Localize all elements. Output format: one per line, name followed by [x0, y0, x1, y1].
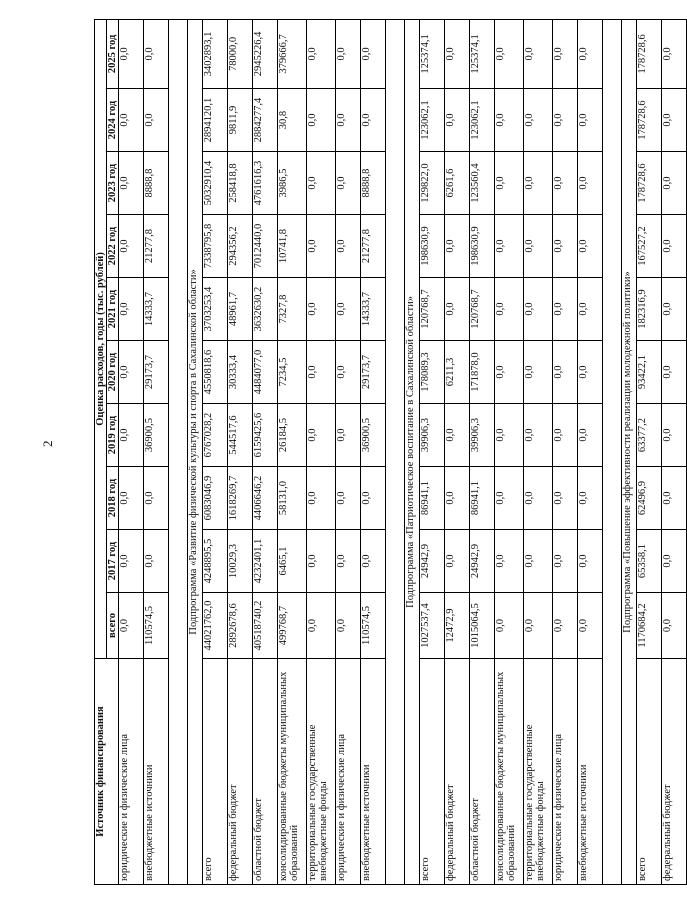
table-row — [278, 19, 307, 884]
year-header: 2025 год — [107, 19, 119, 88]
value-cell: 0,0 — [495, 89, 524, 152]
value-cell: 0,0 — [336, 467, 361, 530]
value-cell: 78000,0 — [228, 19, 253, 88]
source-header: Источник финансирования — [95, 659, 119, 885]
value-cell: 0,0 — [495, 278, 524, 341]
subprogram-row — [622, 19, 637, 884]
value-cell: 0,0 — [307, 215, 336, 278]
value-cell: 86941,1 — [420, 467, 445, 530]
table-row — [578, 19, 603, 884]
value-cell: 0,0 — [445, 215, 470, 278]
value-cell: 0,0 — [307, 593, 336, 659]
value-cell: 3986,5 — [278, 152, 307, 215]
value-cell: 0,0 — [307, 530, 336, 593]
value-cell: 0,0 — [524, 467, 553, 530]
value-cell: 0,0 — [553, 152, 578, 215]
value-cell: 0,0 — [495, 19, 524, 88]
value-cell: 167527,2 — [637, 215, 662, 278]
value-cell: 0,0 — [524, 278, 553, 341]
rotated-page — [94, 20, 687, 885]
value-cell: 0,0 — [361, 530, 386, 593]
table-row — [119, 19, 144, 884]
value-cell: 0,0 — [578, 341, 603, 404]
value-cell: 0,0 — [662, 152, 687, 215]
value-cell: 294356,2 — [228, 215, 253, 278]
year-header: 2021 год — [107, 278, 119, 341]
value-cell: 0,0 — [662, 404, 687, 467]
value-cell: 198630,9 — [470, 215, 495, 278]
value-cell: 65358,1 — [637, 530, 662, 593]
year-header: 2018 год — [107, 467, 119, 530]
value-cell: 26184,5 — [278, 404, 307, 467]
value-cell: 0,0 — [662, 89, 687, 152]
source-cell: юридические и физические лица — [119, 659, 144, 885]
value-cell: 0,0 — [553, 404, 578, 467]
value-cell: 198630,9 — [420, 215, 445, 278]
table-row — [228, 19, 253, 884]
value-cell: 129822,0 — [420, 152, 445, 215]
value-cell: 39906,3 — [420, 404, 445, 467]
value-cell: 123062,1 — [470, 89, 495, 152]
value-cell: 0,0 — [578, 19, 603, 88]
value-cell: 93422,1 — [637, 341, 662, 404]
value-cell: 0,0 — [578, 278, 603, 341]
value-cell: 0,0 — [144, 19, 169, 88]
value-cell: 6211,3 — [445, 341, 470, 404]
value-cell: 4406646,2 — [253, 467, 278, 530]
spacer-row — [603, 19, 622, 884]
value-cell: 0,0 — [553, 530, 578, 593]
source-cell: областной бюджет — [470, 659, 495, 885]
value-cell: 6261,6 — [445, 152, 470, 215]
value-cell: 0,0 — [553, 278, 578, 341]
value-cell: 0,0 — [524, 215, 553, 278]
subprogram-title: Подпрограмма «Повышение эффективности реализации молодежной политики» — [622, 19, 637, 884]
value-cell: 0,0 — [119, 19, 144, 88]
value-cell: 0,0 — [445, 278, 470, 341]
value-cell: 8888,8 — [144, 152, 169, 215]
value-cell: 0,0 — [578, 593, 603, 659]
value-cell: 12472,9 — [445, 593, 470, 659]
value-cell: 21277,8 — [144, 215, 169, 278]
value-cell: 0,0 — [119, 341, 144, 404]
page-number: 2 — [40, 440, 55, 447]
value-cell: 0,0 — [336, 341, 361, 404]
value-cell: 0,0 — [445, 89, 470, 152]
value-cell: 0,0 — [119, 152, 144, 215]
value-cell: 0,0 — [119, 215, 144, 278]
value-cell: 62496,9 — [637, 467, 662, 530]
value-cell: 125374,1 — [420, 19, 445, 88]
value-cell: 24942,9 — [420, 530, 445, 593]
value-cell: 0,0 — [578, 215, 603, 278]
value-cell: 29173,7 — [361, 341, 386, 404]
value-cell: 9811,9 — [228, 89, 253, 152]
value-cell: 0,0 — [662, 278, 687, 341]
value-cell: 0,0 — [119, 89, 144, 152]
subprogram-title: Подпрограмма «Патриотическое воспитание в Сахалинской области» — [405, 19, 420, 884]
value-cell: 0,0 — [578, 152, 603, 215]
value-cell: 0,0 — [524, 89, 553, 152]
value-cell: 4484077,0 — [253, 341, 278, 404]
value-cell: 10741,8 — [278, 215, 307, 278]
table-row — [495, 19, 524, 884]
value-cell: 0,0 — [553, 89, 578, 152]
source-cell: федеральный бюджет — [445, 659, 470, 885]
value-cell: 2892678,6 — [228, 593, 253, 659]
source-cell: федеральный бюджет — [228, 659, 253, 885]
value-cell: 379666,7 — [278, 19, 307, 88]
value-cell: 40518740,2 — [253, 593, 278, 659]
value-cell: 0,0 — [445, 467, 470, 530]
spacer-cell — [603, 19, 622, 884]
value-cell: 0,0 — [336, 89, 361, 152]
source-cell: территориальные государственные внебюджетные фонды — [307, 659, 336, 885]
value-cell: 6465,1 — [278, 530, 307, 593]
year-header: 2019 год — [107, 404, 119, 467]
value-cell: 14333,7 — [144, 278, 169, 341]
value-cell: 0,0 — [144, 530, 169, 593]
value-cell: 3632630,2 — [253, 278, 278, 341]
value-cell: 4761616,3 — [253, 152, 278, 215]
table-row — [336, 19, 361, 884]
table-row — [307, 19, 336, 884]
value-cell: 0,0 — [495, 467, 524, 530]
year-header: всего — [107, 593, 119, 659]
value-cell: 3703253,4 — [203, 278, 228, 341]
value-cell: 5032910,4 — [203, 152, 228, 215]
year-header: 2024 год — [107, 89, 119, 152]
value-cell: 0,0 — [307, 467, 336, 530]
value-cell: 1015064,5 — [470, 593, 495, 659]
value-cell: 4550818,6 — [203, 341, 228, 404]
value-cell: 14333,7 — [361, 278, 386, 341]
subprogram-row — [188, 19, 203, 884]
value-cell: 0,0 — [445, 404, 470, 467]
value-cell: 86941,1 — [470, 467, 495, 530]
value-cell: 48961,7 — [228, 278, 253, 341]
source-cell: всего — [420, 659, 445, 885]
table-row — [420, 19, 445, 884]
spacer-row — [386, 19, 405, 884]
value-cell: 0,0 — [662, 215, 687, 278]
value-cell: 0,0 — [307, 89, 336, 152]
value-cell: 1618269,7 — [228, 467, 253, 530]
value-cell: 21277,8 — [361, 215, 386, 278]
value-cell: 0,0 — [662, 530, 687, 593]
value-cell: 0,0 — [307, 152, 336, 215]
value-cell: 30,8 — [278, 89, 307, 152]
value-cell: 0,0 — [336, 404, 361, 467]
value-cell: 8888,8 — [361, 152, 386, 215]
value-cell: 24942,9 — [470, 530, 495, 593]
estimate-header: Оценка расходов, годы (тыс. рублей) — [95, 19, 107, 658]
value-cell: 0,0 — [336, 19, 361, 88]
value-cell: 6767028,2 — [203, 404, 228, 467]
table-row — [144, 19, 169, 884]
value-cell: 544517,6 — [228, 404, 253, 467]
value-cell: 1170684,2 — [637, 593, 662, 659]
value-cell: 182316,9 — [637, 278, 662, 341]
value-cell: 2884277,4 — [253, 89, 278, 152]
value-cell: 0,0 — [662, 19, 687, 88]
value-cell: 0,0 — [495, 341, 524, 404]
value-cell: 0,0 — [662, 341, 687, 404]
value-cell: 0,0 — [307, 404, 336, 467]
value-cell: 0,0 — [336, 593, 361, 659]
source-cell: федеральный бюджет — [662, 659, 687, 885]
value-cell: 0,0 — [495, 593, 524, 659]
value-cell: 0,0 — [336, 530, 361, 593]
value-cell: 0,0 — [495, 530, 524, 593]
source-cell: юридические и физические лица — [553, 659, 578, 885]
value-cell: 0,0 — [495, 152, 524, 215]
value-cell: 0,0 — [361, 467, 386, 530]
value-cell: 0,0 — [307, 341, 336, 404]
table-row — [524, 19, 553, 884]
value-cell: 2894120,1 — [203, 89, 228, 152]
value-cell: 36900,5 — [361, 404, 386, 467]
value-cell: 0,0 — [578, 89, 603, 152]
source-cell: консолидированные бюджеты муниципальных образований — [495, 659, 524, 885]
value-cell: 0,0 — [307, 278, 336, 341]
source-cell: юридические и физические лица — [336, 659, 361, 885]
value-cell: 0,0 — [553, 215, 578, 278]
table-row — [253, 19, 278, 884]
value-cell: 0,0 — [144, 89, 169, 152]
spacer-cell — [169, 19, 188, 884]
subprogram-row — [405, 19, 420, 884]
value-cell: 0,0 — [553, 341, 578, 404]
value-cell: 0,0 — [119, 404, 144, 467]
value-cell: 39906,3 — [470, 404, 495, 467]
value-cell: 0,0 — [119, 530, 144, 593]
source-cell: территориальные государственные внебюджетные фонды — [524, 659, 553, 885]
value-cell: 6159425,6 — [253, 404, 278, 467]
value-cell: 0,0 — [524, 341, 553, 404]
table-row — [553, 19, 578, 884]
table-row — [445, 19, 470, 884]
table-row — [203, 19, 228, 884]
value-cell: 29173,7 — [144, 341, 169, 404]
spacer-row — [169, 19, 188, 884]
value-cell: 0,0 — [361, 19, 386, 88]
value-cell: 36900,5 — [144, 404, 169, 467]
table-body — [119, 19, 687, 884]
source-cell: областной бюджет — [253, 659, 278, 885]
value-cell: 0,0 — [336, 215, 361, 278]
spacer-cell — [386, 19, 405, 884]
year-header: 2022 год — [107, 215, 119, 278]
value-cell: 120768,7 — [470, 278, 495, 341]
value-cell: 0,0 — [445, 530, 470, 593]
value-cell: 0,0 — [119, 467, 144, 530]
value-cell: 0,0 — [662, 467, 687, 530]
year-header: 2017 год — [107, 530, 119, 593]
value-cell: 0,0 — [578, 530, 603, 593]
value-cell: 0,0 — [553, 467, 578, 530]
value-cell: 0,0 — [336, 278, 361, 341]
value-cell: 125374,1 — [470, 19, 495, 88]
value-cell: 499768,7 — [278, 593, 307, 659]
value-cell: 1027537,4 — [420, 593, 445, 659]
value-cell: 171878,0 — [470, 341, 495, 404]
value-cell: 0,0 — [524, 530, 553, 593]
table-row — [637, 19, 662, 884]
value-cell: 3402893,1 — [203, 19, 228, 88]
funding-table — [94, 19, 687, 885]
value-cell: 0,0 — [553, 593, 578, 659]
value-cell: 0,0 — [578, 404, 603, 467]
source-cell: внебюджетные источники — [144, 659, 169, 885]
value-cell: 0,0 — [578, 467, 603, 530]
table-row — [470, 19, 495, 884]
source-cell: внебюджетные источники — [361, 659, 386, 885]
value-cell: 0,0 — [495, 404, 524, 467]
value-cell: 7234,5 — [278, 341, 307, 404]
year-header: 2023 год — [107, 152, 119, 215]
value-cell: 58131,0 — [278, 467, 307, 530]
year-header: 2020 год — [107, 341, 119, 404]
value-cell: 0,0 — [119, 278, 144, 341]
value-cell: 0,0 — [662, 593, 687, 659]
value-cell: 123062,1 — [420, 89, 445, 152]
value-cell: 123560,4 — [470, 152, 495, 215]
source-cell: консолидированные бюджеты муниципальных образований — [278, 659, 307, 885]
value-cell: 63377,2 — [637, 404, 662, 467]
subprogram-title: Подпрограмма «Развитие физической культуры и спорта в Сахалинской области» — [188, 19, 203, 884]
value-cell: 7012440,0 — [253, 215, 278, 278]
value-cell: 178089,3 — [420, 341, 445, 404]
value-cell: 30333,4 — [228, 341, 253, 404]
value-cell: 178728,6 — [637, 19, 662, 88]
value-cell: 0,0 — [553, 19, 578, 88]
value-cell: 0,0 — [524, 19, 553, 88]
value-cell: 44021762,0 — [203, 593, 228, 659]
value-cell: 0,0 — [336, 152, 361, 215]
value-cell: 120768,7 — [420, 278, 445, 341]
value-cell: 6083046,9 — [203, 467, 228, 530]
value-cell: 178728,6 — [637, 89, 662, 152]
value-cell: 4232401,1 — [253, 530, 278, 593]
value-cell: 0,0 — [144, 467, 169, 530]
value-cell: 0,0 — [495, 215, 524, 278]
value-cell: 110574,5 — [361, 593, 386, 659]
value-cell: 110574,5 — [144, 593, 169, 659]
value-cell: 2945226,4 — [253, 19, 278, 88]
value-cell: 10029,3 — [228, 530, 253, 593]
source-cell: всего — [203, 659, 228, 885]
value-cell: 0,0 — [307, 19, 336, 88]
value-cell: 178728,6 — [637, 152, 662, 215]
value-cell: 0,0 — [524, 152, 553, 215]
source-cell: внебюджетные источники — [578, 659, 603, 885]
value-cell: 0,0 — [524, 593, 553, 659]
source-cell: всего — [637, 659, 662, 885]
table-row — [361, 19, 386, 884]
value-cell: 0,0 — [361, 89, 386, 152]
value-cell: 0,0 — [524, 404, 553, 467]
value-cell: 0,0 — [119, 593, 144, 659]
value-cell: 258418,8 — [228, 152, 253, 215]
value-cell: 4248895,5 — [203, 530, 228, 593]
value-cell: 7338795,8 — [203, 215, 228, 278]
value-cell: 7327,8 — [278, 278, 307, 341]
table-row — [662, 19, 687, 884]
value-cell: 0,0 — [445, 19, 470, 88]
